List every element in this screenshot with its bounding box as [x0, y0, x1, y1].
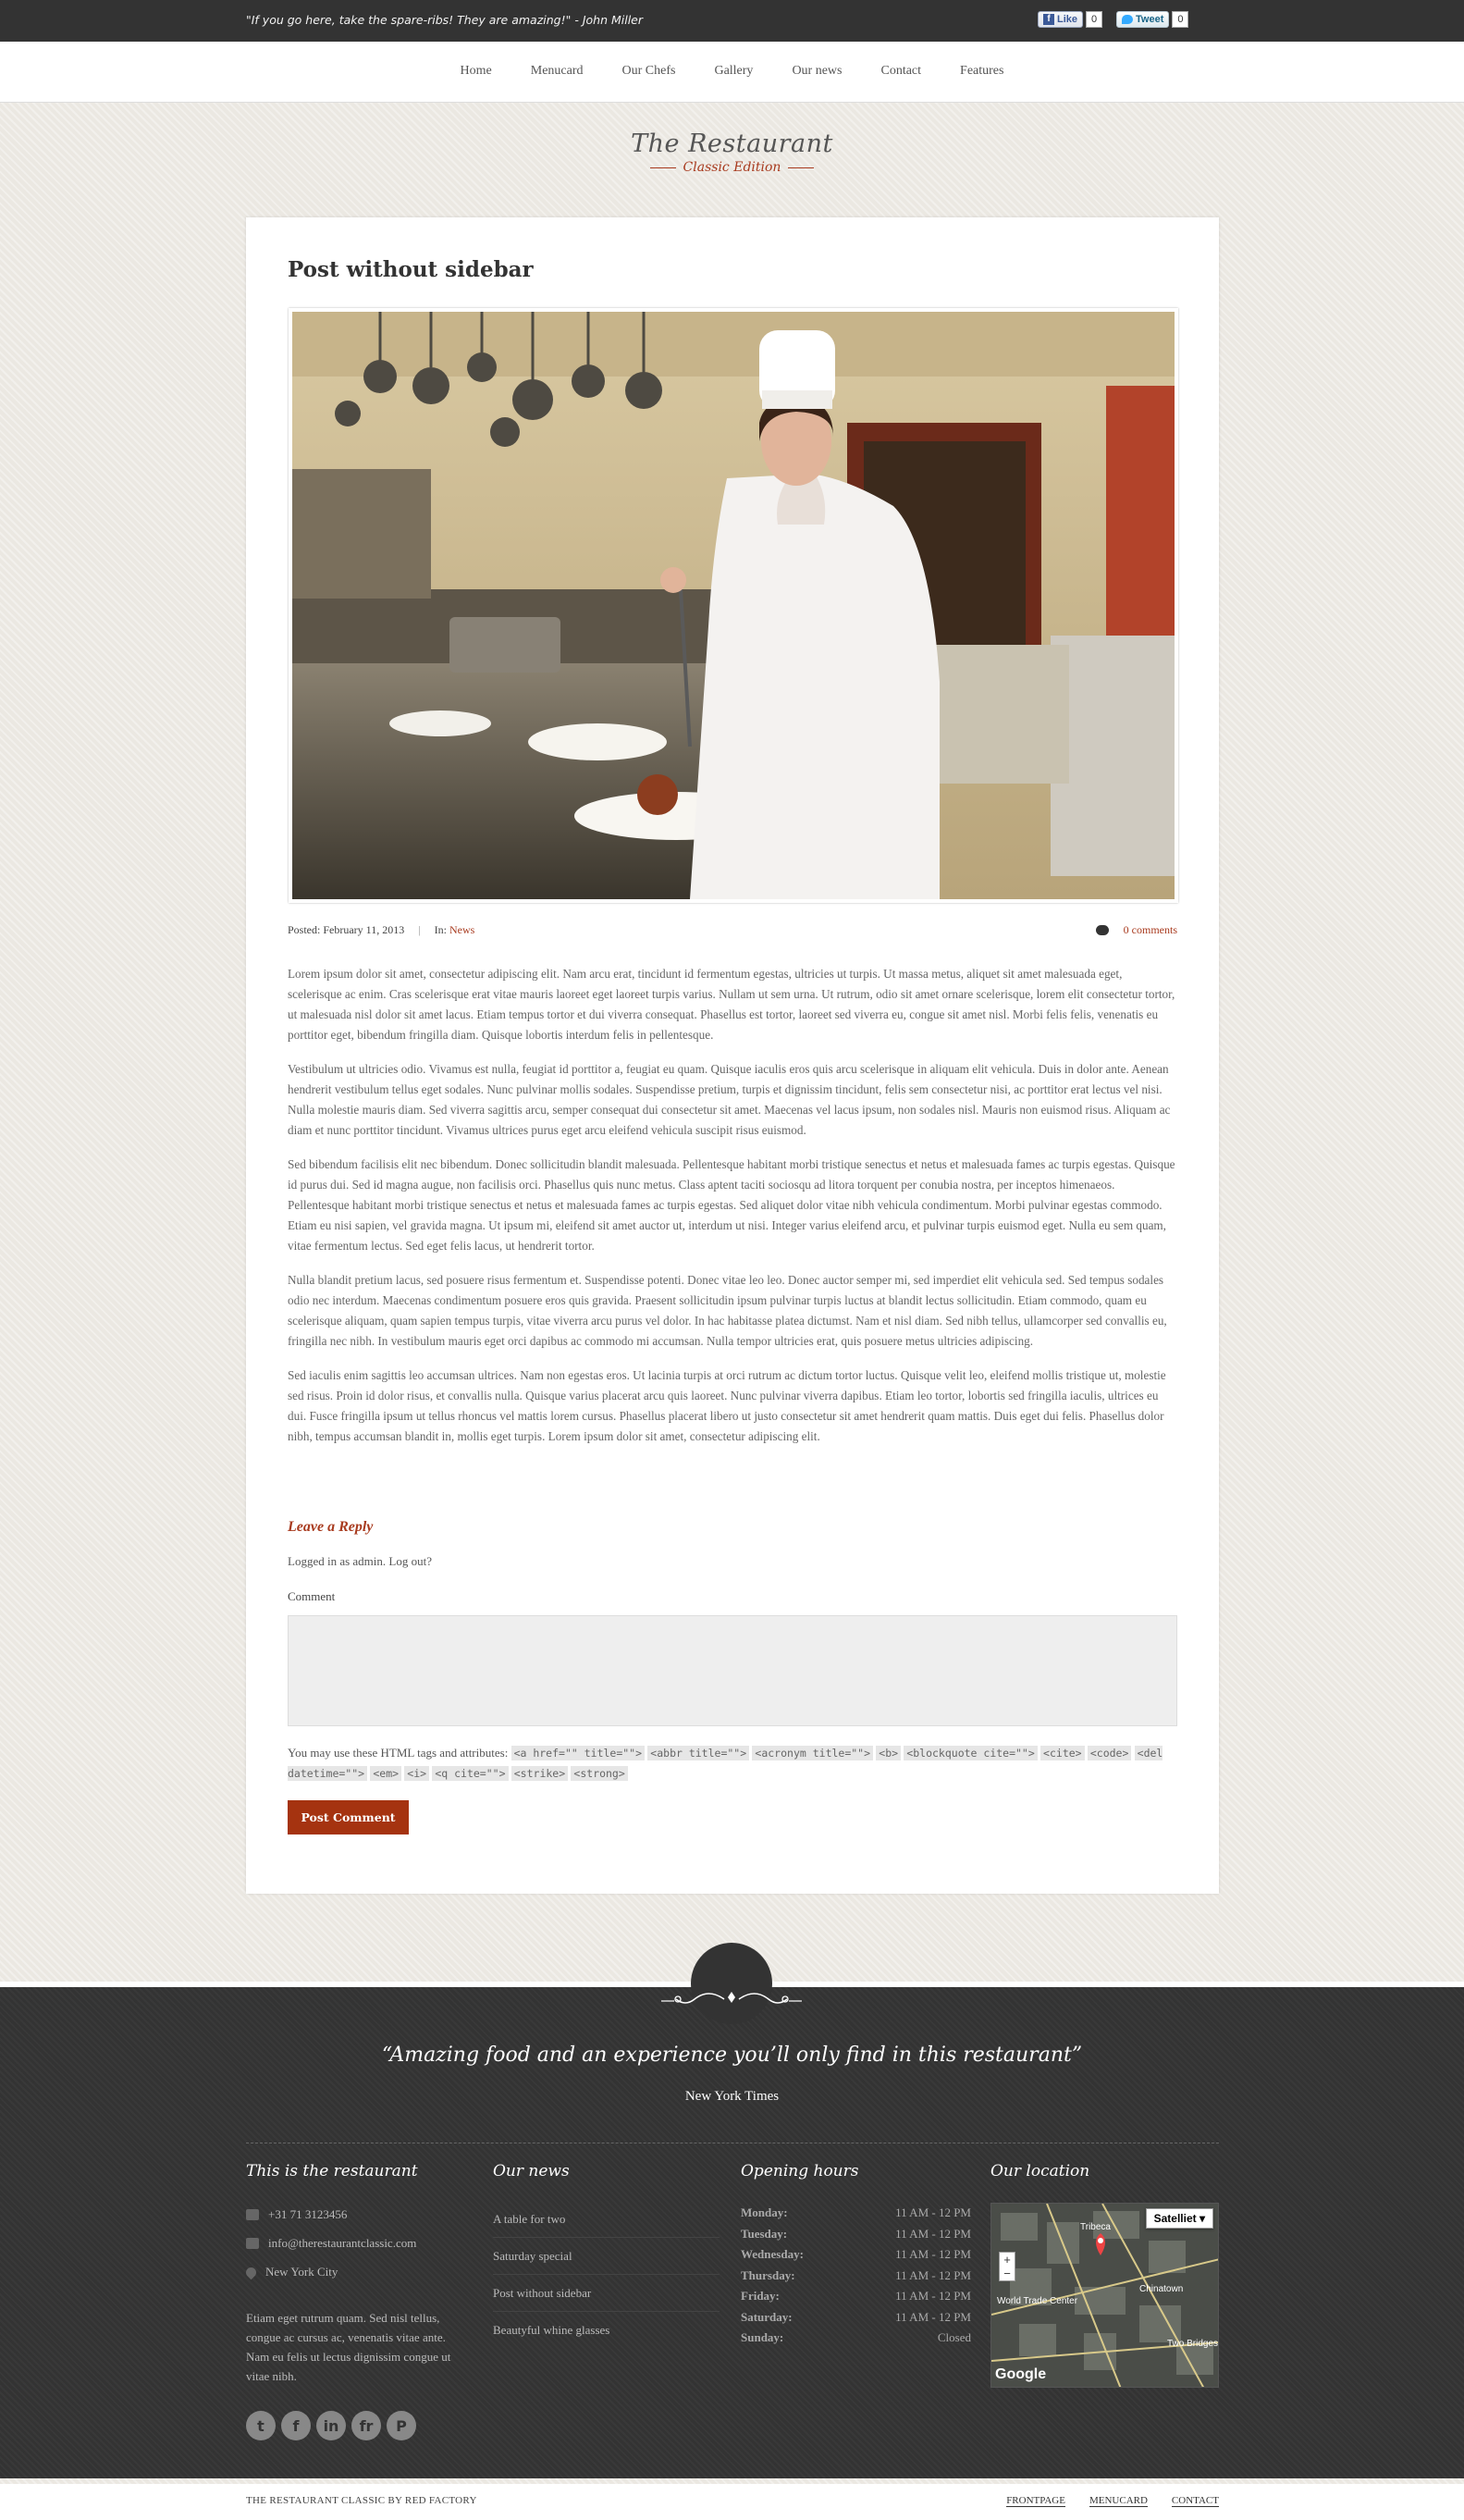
facebook-icon[interactable]: f: [281, 2411, 311, 2440]
footer-quote: “Amazing food and an experience you’ll only find in this restaurant”: [381, 2044, 1083, 2067]
allowed-tag: <del datetime="">: [288, 1747, 1163, 1780]
hours-row: Sunday: Closed: [741, 2330, 971, 2344]
allowed-tags-notice: You may use these HTML tags and attributes: <a href="" title=""> <abbr title=""> <acronym title=""> <b> <blockquote cite=""> <cite> <code> <del datetime=""> <em> <i> <q cite=""> <strike> <strong>: [288, 1746, 1163, 1780]
allowed-tag: <em>: [370, 1766, 401, 1781]
allowed-tag: <strike>: [511, 1766, 568, 1781]
news-title: Our news: [493, 2162, 570, 2180]
location-title: Our location: [990, 2162, 1090, 2180]
hours-row: Wednesday: 11 AM - 12 PM: [741, 2247, 971, 2261]
chef-kitchen-illustration: [292, 312, 1175, 899]
bottom-links: [1006, 2495, 1219, 2507]
bottom-bar: [0, 2484, 1464, 2520]
mail-icon: [246, 2238, 259, 2249]
contact-city: New York City: [246, 2265, 338, 2279]
post-title: Post without sidebar: [288, 257, 534, 282]
post-category-link[interactable]: News: [449, 923, 475, 936]
post-comment-button[interactable]: Post Comment: [288, 1800, 409, 1834]
facebook-like-button[interactable]: f Like: [1038, 11, 1083, 28]
meta-separator: |: [418, 923, 421, 936]
allowed-tag: <cite>: [1040, 1746, 1085, 1760]
comment-label: Comment: [288, 1589, 336, 1603]
about-text: Etiam eget rutrum quam. Sed nisl tellus, congue ac cursus ac, venenatis vitae ante. Nam eu felis ut lectus dignissim congue ut vitae nibh.: [246, 2311, 451, 2383]
facebook-like-widget[interactable]: [1038, 10, 1102, 29]
post-date: Posted: February 11, 2013: [288, 923, 405, 936]
location-map[interactable]: [990, 2203, 1219, 2388]
allowed-tag: <acronym title="">: [752, 1746, 873, 1760]
nav-item-features[interactable]: Features: [960, 64, 1004, 78]
bottom-link-menucard[interactable]: MENUCARD: [1089, 2495, 1148, 2506]
nav-item-contact[interactable]: Contact: [880, 64, 922, 78]
comment-bubble-icon: [1096, 925, 1109, 935]
reply-title: Leave a Reply: [288, 1519, 374, 1535]
allowed-tag: <strong>: [571, 1766, 627, 1781]
post-paragraph: Sed bibendum facilisis elit nec bibendum. Donec sollicitudin blandit malesuada. Pellentesque habitant morbi tristique senectus et netus et malesuada fames ac turpis egestas. Quisque id purus dui. Sed id magna augue, non facilisis orci. Phasellus quis nunc metus. Class aptent taciti sociosqu ad litora torquent per conubia nostra, per inceptos himenaeos. Pellentesque habitant morbi tristique senectus et netus et malesuada fames ac turpis egestas. Sed aliquet dolor vitae nibh vehicula condimentum. Morbi pulvinar egestas commodo. Etiam eu nisi sapien, vel gravida magna. Ut ipsum mi, eleifend sit amet auctor ut, interdum ut nisi. Integer varius eleifend arcu, et pulvinar turpis euismod eget. Nulla eu sem quam, vitae fermentum lectus. Sed eget felis lacus, ut hendrerit tortor.: [288, 1157, 1175, 1253]
bottom-link-frontpage[interactable]: FRONTPAGE: [1006, 2495, 1065, 2506]
allowed-tag: <blockquote cite="">: [904, 1746, 1037, 1760]
allowed-tag: <code>: [1088, 1746, 1132, 1760]
allowed-tag: <a href="" title="">: [511, 1746, 645, 1760]
post-paragraph: Lorem ipsum dolor sit amet, consectetur adipiscing elit. Nam arcu erat, tincidunt id fermentum egestas, ultricies ut turpis. Ut massa metus, aliquet sit amet malesuada eget, scelerisque ac enim. Cras scelerisque erat vitae mauris laoreet eget laoreet turpis varius. Nullam ut sem urna. Ut rutrum, odio sit amet ornare scelerisque, lorem elit consectetur tortor, ut malesuada nisl dolor sit amet lacus. Etiam tempus tortor et dui viverra consequat. Phasellus est tortor, laoreet sed viverra eu, congue sit amet nisl. Morbi felis felis, venenatis eu porttitor eget, bibendum fringilla diam. Quisque lobortis interdum felis in pellentesque.: [288, 967, 1175, 1042]
post-content: [246, 217, 1219, 1894]
bottom-link-contact[interactable]: CONTACT: [1171, 2495, 1219, 2506]
twitter-icon[interactable]: t: [246, 2411, 276, 2440]
map-label: Two Bridges: [1167, 2339, 1219, 2349]
nav-item-our-chefs[interactable]: Our Chefs: [621, 64, 676, 78]
news-list: [493, 2201, 720, 2349]
facebook-like-count: 0: [1086, 11, 1102, 28]
news-item[interactable]: A table for two: [493, 2201, 720, 2238]
nav-item-home[interactable]: Home: [460, 64, 492, 78]
main-nav: [0, 42, 1464, 103]
post-meta: [288, 923, 1177, 937]
contact-email[interactable]: info@therestaurantclassic.com: [246, 2236, 416, 2251]
footer-quote-source: New York Times: [684, 2089, 780, 2104]
ornament-icon: [658, 1986, 806, 2014]
map-label: World Trade Center: [997, 2296, 1078, 2306]
map-label: Chinatown: [1139, 2284, 1184, 2294]
top-bar: [0, 0, 1464, 42]
flickr-icon[interactable]: fr: [351, 2411, 381, 2440]
about-title: This is the restaurant: [246, 2162, 418, 2180]
nav-item-menucard[interactable]: Menucard: [530, 64, 584, 78]
facebook-icon: f: [1043, 14, 1054, 25]
logged-in-notice[interactable]: Logged in as admin. Log out?: [288, 1554, 432, 1568]
news-item[interactable]: Beautyful whine glasses: [493, 2323, 610, 2337]
post-paragraph: Sed iaculis enim sagittis leo accumsan ultrices. Nam non egestas eros. Ut lacinia turpis at orci rutrum ac dictum tortor luctus. Quisque velit leo, eleifend mollis tristique ut, molestie sed risus. Proin id dolor risus, et convallis nulla. Quisque varius placerat arcu quis laoreet. Nunc pulvinar viverra dapibus. Etiam leo tortor, lobortis sed fringilla iaculis, ultrices eu dui. Fusce fringilla ipsum ut tellus rhoncus vel mattis lorem cursus. Phasellus placerat libero ut justo consectetur sit amet hendrerit quam mattis. Duis eget dui felis. Phasellus dolor nibh, tempus accumsan blandit in, mollis eget turpis. Lorem ipsum dolor sit amet, consectetur adipiscing elit.: [288, 1368, 1166, 1443]
contact-phone: +31 71 3123456: [246, 2207, 347, 2222]
allowed-tag: <b>: [876, 1746, 901, 1760]
opening-hours-table: [741, 2203, 971, 2349]
zoom-out-button[interactable]: −: [1003, 2267, 1011, 2280]
tweet-button[interactable]: Tweet: [1116, 11, 1169, 28]
pinterest-icon[interactable]: P: [387, 2411, 416, 2440]
hours-row: Friday: 11 AM - 12 PM: [741, 2289, 971, 2303]
hours-row: Thursday: 11 AM - 12 PM: [741, 2267, 971, 2282]
post-body: [288, 964, 1177, 1461]
zoom-in-button[interactable]: +: [1003, 2253, 1011, 2267]
twitter-icon: [1122, 15, 1133, 24]
linkedin-icon[interactable]: in: [316, 2411, 346, 2440]
hours-title: Opening hours: [741, 2162, 859, 2180]
map-zoom-control[interactable]: [999, 2252, 1015, 2281]
post-paragraph: Nulla blandit pretium lacus, sed posuere risus fermentum et. Suspendisse potenti. Donec vitae leo leo. Donec auctor semper mi, sed imperdiet elit vehicula sed. Sed tempus sodales odio nec interdum. Maecenas condimentum posuere eros quis gravida. Praesent sollicitudin ipsum pulvinar turpis luctus at blandit lectus sollicitudin. Etiam commodo, quam eu scelerisque aliquam, quam sapien tempus turpis, vitae viverra arcu purus vel dolor. In hac habitasse platea dictumst. Nam et nisl diam. Sed nibh tellus, ullamcorper sed convallis eu, fringilla nec nibh. In vestibulum mauris eget orci dapibus ac commodo mi accumsan. Nulla tempor ultricies erat, quis posuere metus ultricies adipiscing.: [288, 1273, 1167, 1348]
post-category-label: In:: [434, 923, 447, 936]
allowed-tag: <abbr title="">: [647, 1746, 749, 1760]
top-quote: "If you go here, take the spare-ribs! They are amazing!" - John Miller: [246, 13, 644, 27]
phone-icon: [246, 2209, 259, 2220]
post-comments-link[interactable]: 0 comments: [1096, 923, 1177, 937]
map-label: Tribeca: [1080, 2222, 1111, 2232]
news-item[interactable]: Saturday special: [493, 2238, 720, 2275]
google-logo: Google: [995, 2366, 1047, 2382]
twitter-tweet-widget[interactable]: [1116, 10, 1188, 29]
nav-item-gallery[interactable]: Gallery: [714, 64, 754, 78]
news-item[interactable]: Post without sidebar: [493, 2275, 720, 2312]
allowed-tag: <i>: [404, 1766, 429, 1781]
site-logo[interactable]: [0, 130, 1464, 175]
tweet-count: 0: [1172, 11, 1188, 28]
location-pin-icon: [244, 2265, 259, 2279]
satellite-map-image: [991, 2204, 1219, 2388]
logo-subtitle: Classic Edition: [0, 160, 1464, 175]
comment-textarea[interactable]: [288, 1615, 1177, 1726]
logo-title: The Restaurant: [631, 130, 833, 158]
hours-row: Monday: 11 AM - 12 PM: [741, 2205, 971, 2219]
post-featured-image: [289, 308, 1178, 903]
post-paragraph: Vestibulum ut ultricies odio. Vivamus est nulla, feugiat id porttitor a, feugiat eu quam. Quisque iaculis eros quis arcu scelerisque in aliquam elit vehicula. Duis in dolor ante. Aenean hendrerit vestibulum tellus eget sodales. Nunc pulvinar mollis sodales. Suspendisse pretium, turpis et dignissim tincidunt, felis sem consectetur nisi, ac porttitor erat lectus vel nisi. Nulla molestie mauris diam. Sed viverra sagittis arcu, semper consequat dui consectetur sit amet. Maecenas vel lacus ipsum, non sodales nisl. Mauris non euismod risus. Aliquam ac diam et nunc porttitor tincidunt. Vivamus ultrices purus eget arcu eleifend vehicula suscipit risus euismod.: [288, 1062, 1171, 1137]
hours-row: Tuesday: 11 AM - 12 PM: [741, 2226, 971, 2241]
hours-row: Saturday: 11 AM - 12 PM: [741, 2309, 971, 2324]
map-type-select[interactable]: Satelliet ▾: [1146, 2208, 1213, 2229]
social-links: [246, 2411, 416, 2440]
nav-item-our-news[interactable]: Our news: [792, 64, 843, 78]
copyright: THE RESTAURANT CLASSIC BY RED FACTORY: [246, 2495, 477, 2506]
allowed-tag: <q cite="">: [432, 1766, 508, 1781]
